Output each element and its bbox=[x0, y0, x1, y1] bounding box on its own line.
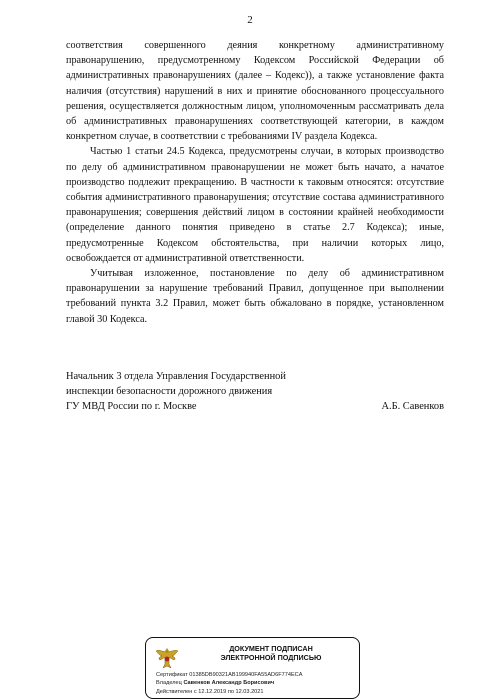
paragraph-2: Частью 1 статьи 24.5 Кодекса, предусмотрены случаи, в которых производство по делу об административном правонарушении не может быть начато, а начатое производство подлежит прекращению. В частности к таковым относятся: отсутствие события административного правонарушения; отсутствие состава административного правонарушения; совершения действий лицом в состоянии крайней необходимости (определение данного понятия приведено в статье 2.7 Кодекса); иные, предусмотренные Кодексом обстоятельства, при наличии которых лицо, освобождается от административной ответственности. bbox=[66, 146, 444, 264]
stamp-certificate bbox=[156, 671, 356, 679]
electronic-signature-stamp bbox=[145, 637, 360, 699]
page-number: 2 bbox=[247, 14, 253, 26]
stamp-title-line-1: ДОКУМЕНТ ПОДПИСАН bbox=[229, 644, 313, 653]
double-headed-eagle-icon bbox=[154, 646, 180, 670]
stamp-title bbox=[186, 644, 356, 662]
paragraph-1: соответствия совершенного деяния конкретному административному правонарушению, предусмотренному Кодексом Российской Федерации об административных правонарушениях (далее – Кодекс)), а также установление факта наличия (отсутствия) нарушений в них и принятие обоснованного процессуального решения, осуществляется должностным лицом, уполномоченным рассматривать дела об административных правонарушениях соответствующей категории, в каждом конкретном случае, в соответствии с требованиями IV раздела Кодекса. bbox=[66, 40, 444, 143]
signer-row bbox=[66, 399, 444, 414]
stamp-details bbox=[156, 671, 356, 696]
certificate-value: 01385DB90321AB199940FA55AD6F774ECA bbox=[189, 672, 303, 678]
signer-name: А.Б. Савенков bbox=[381, 401, 444, 413]
certificate-label: Сертификат bbox=[156, 672, 188, 678]
stamp-title-line-2: ЭЛЕКТРОННОЙ ПОДПИСЬЮ bbox=[220, 653, 322, 662]
signer-position-line-3: ГУ МВД России по г. Москве bbox=[66, 401, 197, 413]
stamp-validity: Действителен с 12.12.2019 по 12.03.2021 bbox=[156, 688, 264, 695]
owner-value: Савенков Александр Борисович bbox=[183, 680, 275, 687]
signature-block bbox=[66, 369, 444, 415]
paragraph-3: Учитывая изложенное, постановление по делу об административном правонарушении за нарушение требований Правил, допущенное при выполнении требований пункта 3.2 Правил, может быть обжаловано в порядке, установленном главой 30 Кодекса. bbox=[66, 268, 444, 325]
signer-position-line-2: инспекции безопасности дорожного движения bbox=[66, 386, 273, 398]
document-body bbox=[66, 38, 444, 327]
signer-position-line-1: Начальник 3 отдела Управления Государственной bbox=[66, 371, 286, 382]
stamp-owner bbox=[156, 679, 356, 687]
owner-label: Владелец bbox=[156, 680, 182, 687]
